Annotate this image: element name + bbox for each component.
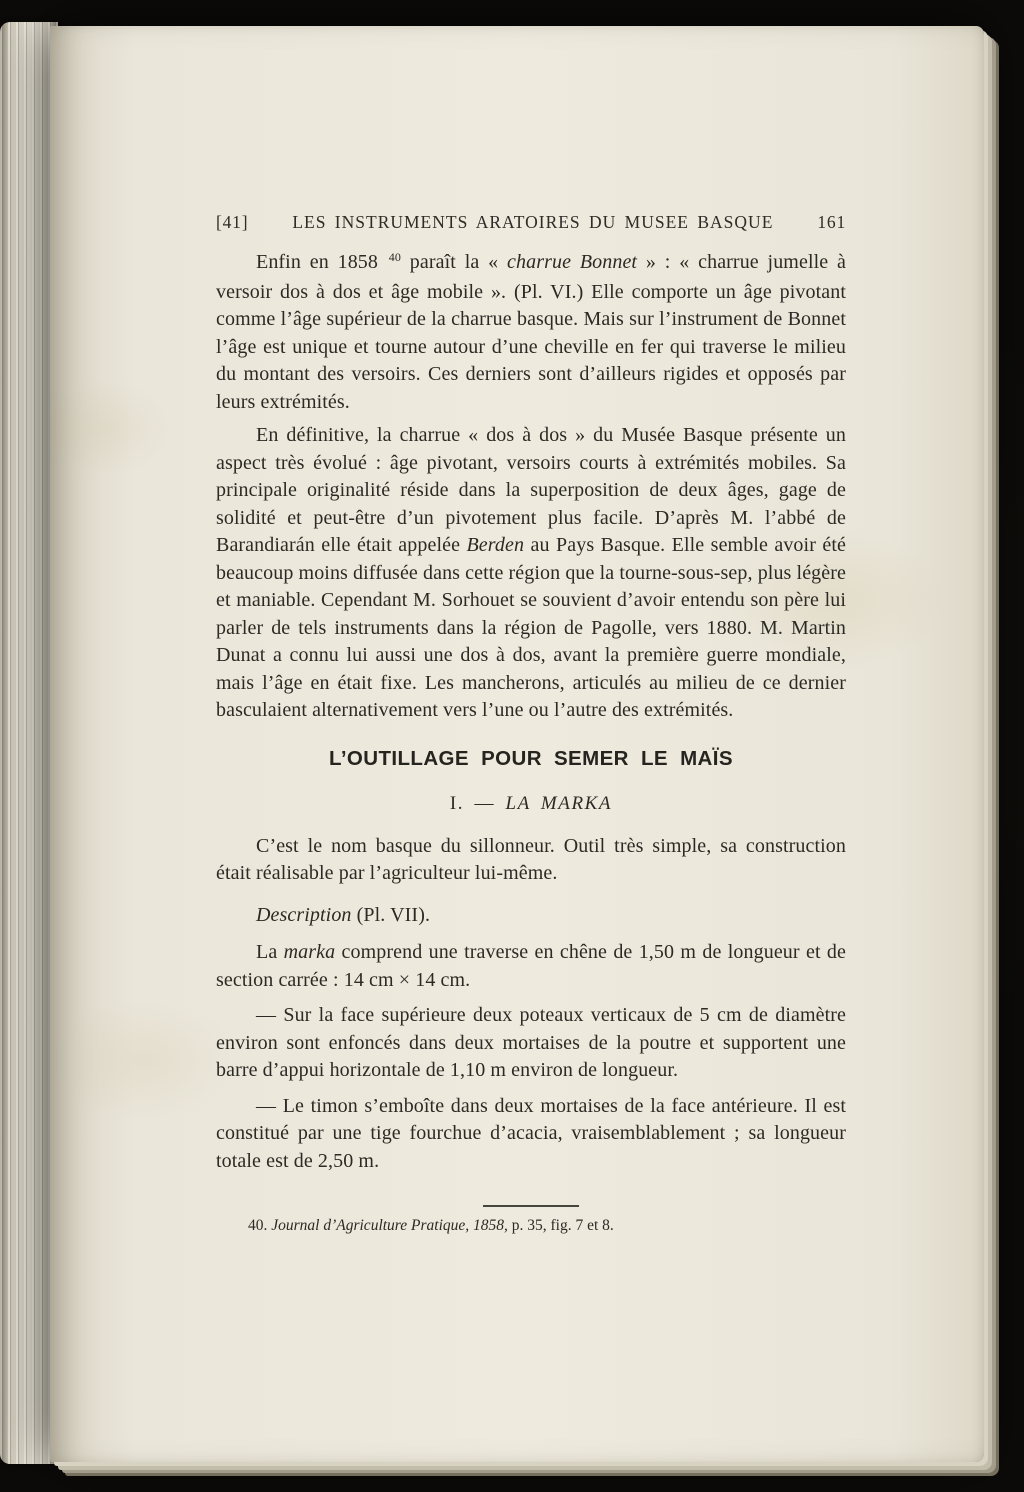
- running-title: LES INSTRUMENTS ARATOIRES DU MUSEE BASQUE: [292, 212, 774, 232]
- footnote-rule: [483, 1205, 579, 1207]
- paragraph-poteaux: — Sur la face supérieure deux poteaux verticaux de 5 cm de diamètre environ sont enfoncés dans deux mortaises de la poutre et supportent une barre d’appui horizontale de 1,10 m environ de longueur.: [216, 1004, 846, 1081]
- paragraph-sillonneur: C’est le nom basque du sillonneur. Outil très simple, sa construction était réalisable par l’agriculteur lui-même.: [216, 834, 846, 884]
- paragraph-timon: — Le timon s’emboîte dans deux mortaises de la face antérieure. Il est constitué par une tige fourchue d’acacia, vraisemblablement ; sa longueur totale est de 2,50 m.: [216, 1094, 846, 1172]
- paragraph-charrue-bonnet: Enfin en 1858 $^{40}$ paraît la « charrue Bonnet » : « charrue jumelle à versoir dos à dos et âge mobile ». (Pl. VI.) Elle comporte un âge pivotant comme l’âge supérieur de la charrue basque. Mais sur l’instrument de Bonnet l’âge est unique et tourne autour d’une cheville en fer qui traverse le milieu du montant des versoirs. Ces derniers sont d’ailleurs rigides et opposés par leurs extrémités.: [216, 250, 847, 413]
- paragraph-marka-traverse: La marka comprend une traverse en chêne de 1,50 m de longueur et de section carrée : 14 cm × 14 cm.: [216, 941, 846, 991]
- paragraph-dos-a-dos: En définitive, la charrue « dos à dos » du Musée Basque présente un aspect très évolué : âge pivotant, versoirs courts à extrémités mobiles. Sa principale originalité réside dans la superposition de deux âges, gage de solidité et peut-être d’un pivotement plus facile. D’après M. l’abbé de Barandiarán elle était appelée Berden au Pays Basque. Elle semble avoir été beaucoup moins diffusée dans cette région que la tourne-sous-sep, plus légère et maniable. Cependant M. Sorhouet se souvient d’avoir entendu son père lui parler de tels instruments dans la région de Pagolle, vers 1880. M. Martin Dunat a connu lui aussi une dos à dos, avant la première guerre mondiale, mais l’âge en était fixe. Les mancherons, articulés au milieu de ce dernier basculaient alternativement vers l’une ou l’autre des extrémités.: [216, 424, 846, 721]
- subsection-title: I. — LA MARKA: [449, 792, 613, 814]
- section-title: L’OUTILLAGE POUR SEMER LE MAÏS: [329, 746, 733, 770]
- footnote: 40. Journal d’Agriculture Pratique, 1858, p. 35, fig. 7 et 8.: [248, 1217, 614, 1234]
- text-block: [216, 212, 846, 1236]
- paragraph-description: Description (Pl. VII).: [256, 903, 431, 926]
- book-page: [50, 26, 984, 1462]
- page-number: 161: [817, 212, 846, 232]
- section-ref: [41]: [216, 212, 249, 232]
- page-header: [216, 212, 846, 233]
